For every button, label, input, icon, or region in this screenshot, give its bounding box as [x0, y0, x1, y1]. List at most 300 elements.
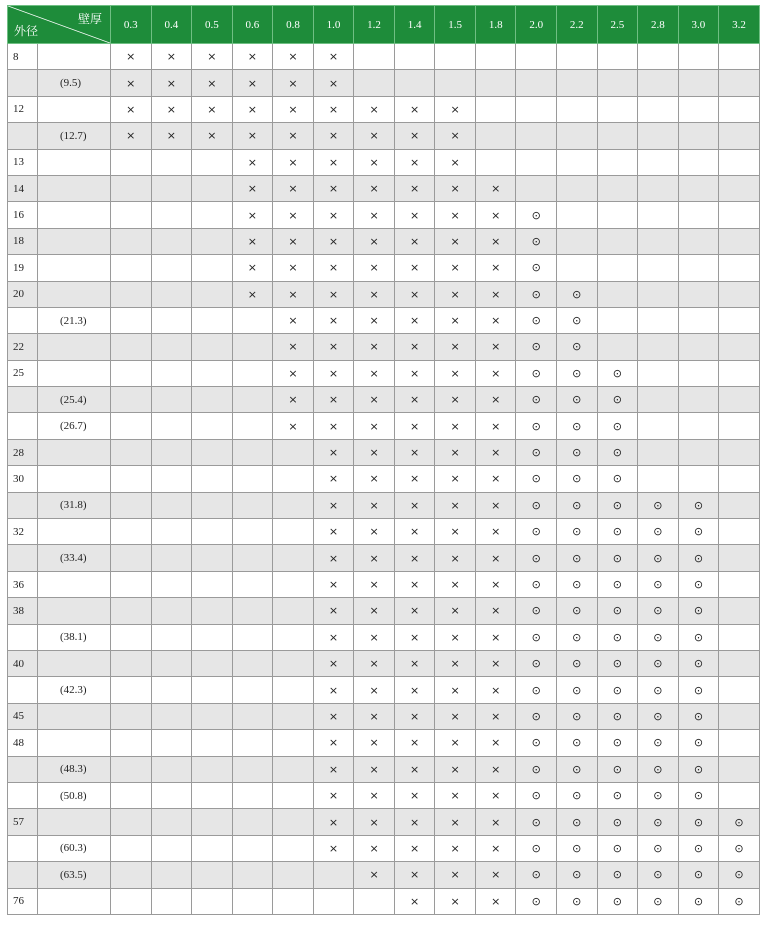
outer-diameter-cell: 40	[8, 650, 38, 676]
empty-cell	[597, 228, 638, 254]
outer-diameter-cell	[8, 782, 38, 808]
available-x-mark: ×	[273, 96, 314, 122]
empty-cell	[678, 334, 719, 360]
available-x-mark: ×	[475, 624, 516, 650]
available-x-mark: ×	[354, 782, 395, 808]
thickness-header: 0.8	[273, 6, 314, 44]
outer-diameter-cell: 76	[8, 888, 38, 914]
available-x-mark: ×	[354, 228, 395, 254]
available-circle-mark: ⊙	[516, 413, 557, 439]
empty-cell	[638, 466, 679, 492]
table-row	[8, 439, 760, 465]
empty-cell	[719, 70, 760, 96]
available-circle-mark: ⊙	[557, 677, 598, 703]
available-circle-mark: ⊙	[516, 307, 557, 333]
empty-cell	[516, 123, 557, 149]
available-x-mark: ×	[394, 413, 435, 439]
empty-cell	[719, 281, 760, 307]
available-x-mark: ×	[435, 96, 476, 122]
empty-cell	[273, 439, 314, 465]
thickness-header: 3.2	[719, 6, 760, 44]
empty-cell	[516, 70, 557, 96]
empty-cell	[232, 466, 273, 492]
available-x-mark: ×	[192, 70, 233, 96]
available-x-mark: ×	[313, 677, 354, 703]
empty-cell	[719, 413, 760, 439]
alternate-diameter-cell: (12.7)	[38, 123, 111, 149]
empty-cell	[151, 228, 192, 254]
empty-cell	[273, 809, 314, 835]
outer-diameter-cell: 45	[8, 703, 38, 729]
empty-cell	[273, 888, 314, 914]
available-x-mark: ×	[435, 492, 476, 518]
empty-cell	[719, 703, 760, 729]
thickness-header: 2.2	[557, 6, 598, 44]
available-circle-mark: ⊙	[678, 598, 719, 624]
available-x-mark: ×	[313, 96, 354, 122]
available-x-mark: ×	[435, 571, 476, 597]
available-circle-mark: ⊙	[557, 835, 598, 861]
available-x-mark: ×	[435, 307, 476, 333]
available-circle-mark: ⊙	[557, 492, 598, 518]
table-row	[8, 334, 760, 360]
available-circle-mark: ⊙	[638, 571, 679, 597]
empty-cell	[192, 255, 233, 281]
available-x-mark: ×	[475, 175, 516, 201]
empty-cell	[273, 466, 314, 492]
available-circle-mark: ⊙	[516, 492, 557, 518]
available-x-mark: ×	[394, 703, 435, 729]
available-x-mark: ×	[394, 360, 435, 386]
available-circle-mark: ⊙	[557, 624, 598, 650]
empty-cell	[638, 96, 679, 122]
available-circle-mark: ⊙	[516, 439, 557, 465]
empty-cell	[111, 466, 152, 492]
available-x-mark: ×	[313, 387, 354, 413]
thickness-header: 2.5	[597, 6, 638, 44]
available-x-mark: ×	[354, 123, 395, 149]
available-x-mark: ×	[435, 466, 476, 492]
available-x-mark: ×	[192, 44, 233, 70]
alternate-diameter-cell: (42.3)	[38, 677, 111, 703]
outer-diameter-label: 外径	[14, 24, 39, 38]
thickness-header: 1.2	[354, 6, 395, 44]
available-x-mark: ×	[232, 175, 273, 201]
available-circle-mark: ⊙	[678, 624, 719, 650]
header-row	[8, 6, 760, 44]
outer-diameter-cell	[8, 387, 38, 413]
outer-diameter-cell: 16	[8, 202, 38, 228]
empty-cell	[516, 149, 557, 175]
empty-cell	[111, 545, 152, 571]
outer-diameter-cell	[8, 756, 38, 782]
empty-cell	[192, 175, 233, 201]
alternate-diameter-cell	[38, 334, 111, 360]
available-x-mark: ×	[475, 228, 516, 254]
empty-cell	[151, 782, 192, 808]
empty-cell	[151, 545, 192, 571]
available-x-mark: ×	[354, 703, 395, 729]
alternate-diameter-cell	[38, 730, 111, 756]
empty-cell	[111, 624, 152, 650]
available-circle-mark: ⊙	[516, 809, 557, 835]
empty-cell	[151, 175, 192, 201]
empty-cell	[151, 598, 192, 624]
empty-cell	[111, 809, 152, 835]
available-x-mark: ×	[273, 334, 314, 360]
empty-cell	[313, 888, 354, 914]
available-circle-mark: ⊙	[516, 571, 557, 597]
available-circle-mark: ⊙	[516, 387, 557, 413]
available-x-mark: ×	[475, 202, 516, 228]
available-circle-mark: ⊙	[557, 650, 598, 676]
available-x-mark: ×	[354, 624, 395, 650]
available-x-mark: ×	[232, 123, 273, 149]
available-x-mark: ×	[435, 360, 476, 386]
available-x-mark: ×	[273, 281, 314, 307]
empty-cell	[151, 492, 192, 518]
available-circle-mark: ⊙	[516, 202, 557, 228]
available-x-mark: ×	[354, 545, 395, 571]
available-circle-mark: ⊙	[516, 677, 557, 703]
empty-cell	[111, 175, 152, 201]
empty-cell	[273, 571, 314, 597]
available-circle-mark: ⊙	[557, 439, 598, 465]
empty-cell	[678, 439, 719, 465]
empty-cell	[111, 677, 152, 703]
alternate-diameter-cell	[38, 44, 111, 70]
available-x-mark: ×	[475, 809, 516, 835]
available-circle-mark: ⊙	[557, 334, 598, 360]
available-x-mark: ×	[313, 255, 354, 281]
table-row	[8, 96, 760, 122]
empty-cell	[678, 123, 719, 149]
available-circle-mark: ⊙	[678, 571, 719, 597]
table-row	[8, 123, 760, 149]
available-x-mark: ×	[354, 334, 395, 360]
empty-cell	[192, 809, 233, 835]
empty-cell	[232, 387, 273, 413]
empty-cell	[719, 149, 760, 175]
available-x-mark: ×	[475, 439, 516, 465]
thickness-header: 0.3	[111, 6, 152, 44]
available-circle-mark: ⊙	[638, 835, 679, 861]
available-x-mark: ×	[475, 756, 516, 782]
wall-thickness-label: 壁厚	[77, 12, 102, 26]
available-x-mark: ×	[111, 70, 152, 96]
available-circle-mark: ⊙	[678, 835, 719, 861]
empty-cell	[678, 96, 719, 122]
empty-cell	[719, 730, 760, 756]
available-x-mark: ×	[313, 413, 354, 439]
alternate-diameter-cell	[38, 202, 111, 228]
available-x-mark: ×	[435, 334, 476, 360]
empty-cell	[719, 255, 760, 281]
empty-cell	[678, 202, 719, 228]
alternate-diameter-cell	[38, 703, 111, 729]
outer-diameter-cell	[8, 307, 38, 333]
available-x-mark: ×	[394, 545, 435, 571]
empty-cell	[151, 835, 192, 861]
available-x-mark: ×	[354, 387, 395, 413]
available-x-mark: ×	[394, 492, 435, 518]
empty-cell	[151, 519, 192, 545]
outer-diameter-cell: 38	[8, 598, 38, 624]
thickness-header: 3.0	[678, 6, 719, 44]
available-x-mark: ×	[111, 96, 152, 122]
alternate-diameter-cell: (50.8)	[38, 782, 111, 808]
available-circle-mark: ⊙	[557, 862, 598, 888]
available-x-mark: ×	[232, 70, 273, 96]
empty-cell	[111, 650, 152, 676]
available-circle-mark: ⊙	[516, 730, 557, 756]
available-x-mark: ×	[475, 307, 516, 333]
empty-cell	[232, 730, 273, 756]
empty-cell	[151, 888, 192, 914]
available-x-mark: ×	[435, 149, 476, 175]
empty-cell	[597, 202, 638, 228]
available-x-mark: ×	[273, 149, 314, 175]
empty-cell	[232, 888, 273, 914]
empty-cell	[475, 70, 516, 96]
available-x-mark: ×	[394, 730, 435, 756]
available-circle-mark: ⊙	[516, 360, 557, 386]
empty-cell	[354, 70, 395, 96]
alternate-diameter-cell	[38, 466, 111, 492]
empty-cell	[719, 44, 760, 70]
empty-cell	[597, 149, 638, 175]
empty-cell	[475, 123, 516, 149]
available-x-mark: ×	[435, 545, 476, 571]
available-x-mark: ×	[475, 835, 516, 861]
empty-cell	[111, 571, 152, 597]
empty-cell	[557, 228, 598, 254]
available-x-mark: ×	[394, 677, 435, 703]
empty-cell	[232, 624, 273, 650]
outer-diameter-cell: 48	[8, 730, 38, 756]
available-x-mark: ×	[394, 149, 435, 175]
alternate-diameter-cell: (60.3)	[38, 835, 111, 861]
table-row	[8, 492, 760, 518]
available-x-mark: ×	[354, 202, 395, 228]
outer-diameter-cell: 13	[8, 149, 38, 175]
available-x-mark: ×	[232, 44, 273, 70]
available-circle-mark: ⊙	[516, 281, 557, 307]
available-x-mark: ×	[354, 519, 395, 545]
alternate-diameter-cell: (38.1)	[38, 624, 111, 650]
outer-diameter-cell	[8, 123, 38, 149]
available-x-mark: ×	[313, 782, 354, 808]
empty-cell	[232, 809, 273, 835]
alternate-diameter-cell	[38, 650, 111, 676]
empty-cell	[232, 703, 273, 729]
empty-cell	[232, 519, 273, 545]
alternate-diameter-cell	[38, 809, 111, 835]
empty-cell	[111, 281, 152, 307]
available-circle-mark: ⊙	[557, 360, 598, 386]
available-x-mark: ×	[354, 677, 395, 703]
available-x-mark: ×	[313, 703, 354, 729]
available-x-mark: ×	[354, 360, 395, 386]
empty-cell	[151, 677, 192, 703]
outer-diameter-cell: 20	[8, 281, 38, 307]
empty-cell	[111, 703, 152, 729]
available-x-mark: ×	[313, 334, 354, 360]
outer-diameter-cell: 57	[8, 809, 38, 835]
empty-cell	[232, 835, 273, 861]
available-x-mark: ×	[475, 255, 516, 281]
empty-cell	[273, 598, 314, 624]
empty-cell	[111, 888, 152, 914]
empty-cell	[638, 228, 679, 254]
available-x-mark: ×	[313, 624, 354, 650]
alternate-diameter-cell: (21.3)	[38, 307, 111, 333]
tube-size-table	[7, 5, 760, 915]
empty-cell	[151, 730, 192, 756]
available-circle-mark: ⊙	[678, 677, 719, 703]
empty-cell	[192, 888, 233, 914]
empty-cell	[273, 519, 314, 545]
empty-cell	[273, 835, 314, 861]
thickness-header: 2.0	[516, 6, 557, 44]
empty-cell	[719, 123, 760, 149]
empty-cell	[638, 202, 679, 228]
empty-cell	[232, 650, 273, 676]
available-x-mark: ×	[394, 888, 435, 914]
available-circle-mark: ⊙	[516, 650, 557, 676]
table-row	[8, 703, 760, 729]
empty-cell	[719, 466, 760, 492]
empty-cell	[192, 228, 233, 254]
empty-cell	[597, 281, 638, 307]
table-row	[8, 809, 760, 835]
available-circle-mark: ⊙	[516, 228, 557, 254]
available-x-mark: ×	[435, 519, 476, 545]
available-x-mark: ×	[394, 650, 435, 676]
table-row	[8, 44, 760, 70]
empty-cell	[192, 519, 233, 545]
available-circle-mark: ⊙	[557, 466, 598, 492]
alternate-diameter-cell	[38, 175, 111, 201]
table-row	[8, 149, 760, 175]
empty-cell	[151, 439, 192, 465]
available-x-mark: ×	[354, 809, 395, 835]
empty-cell	[111, 730, 152, 756]
available-x-mark: ×	[354, 835, 395, 861]
empty-cell	[111, 307, 152, 333]
available-x-mark: ×	[313, 730, 354, 756]
available-circle-mark: ⊙	[597, 888, 638, 914]
available-circle-mark: ⊙	[719, 862, 760, 888]
available-circle-mark: ⊙	[638, 782, 679, 808]
available-circle-mark: ⊙	[638, 492, 679, 518]
empty-cell	[557, 175, 598, 201]
empty-cell	[151, 862, 192, 888]
empty-cell	[719, 782, 760, 808]
empty-cell	[597, 255, 638, 281]
available-x-mark: ×	[475, 862, 516, 888]
empty-cell	[192, 307, 233, 333]
available-x-mark: ×	[313, 439, 354, 465]
outer-diameter-cell	[8, 677, 38, 703]
empty-cell	[192, 835, 233, 861]
available-x-mark: ×	[394, 307, 435, 333]
available-x-mark: ×	[394, 439, 435, 465]
available-circle-mark: ⊙	[597, 730, 638, 756]
table-row	[8, 281, 760, 307]
empty-cell	[151, 202, 192, 228]
available-x-mark: ×	[151, 123, 192, 149]
available-circle-mark: ⊙	[597, 782, 638, 808]
empty-cell	[719, 624, 760, 650]
outer-diameter-cell: 25	[8, 360, 38, 386]
table-row	[8, 862, 760, 888]
empty-cell	[192, 782, 233, 808]
available-circle-mark: ⊙	[597, 571, 638, 597]
available-x-mark: ×	[435, 413, 476, 439]
available-circle-mark: ⊙	[638, 703, 679, 729]
available-x-mark: ×	[313, 492, 354, 518]
outer-diameter-cell: 12	[8, 96, 38, 122]
empty-cell	[719, 175, 760, 201]
thickness-header: 1.0	[313, 6, 354, 44]
table-row	[8, 677, 760, 703]
available-x-mark: ×	[475, 492, 516, 518]
available-circle-mark: ⊙	[638, 888, 679, 914]
table-row	[8, 782, 760, 808]
empty-cell	[151, 387, 192, 413]
corner-header	[8, 6, 111, 44]
empty-cell	[192, 545, 233, 571]
alternate-diameter-cell: (26.7)	[38, 413, 111, 439]
empty-cell	[719, 545, 760, 571]
available-x-mark: ×	[475, 466, 516, 492]
empty-cell	[192, 334, 233, 360]
available-x-mark: ×	[232, 255, 273, 281]
available-x-mark: ×	[313, 307, 354, 333]
available-x-mark: ×	[313, 149, 354, 175]
table-row	[8, 835, 760, 861]
alternate-diameter-cell	[38, 228, 111, 254]
empty-cell	[232, 756, 273, 782]
available-x-mark: ×	[192, 123, 233, 149]
empty-cell	[638, 439, 679, 465]
empty-cell	[678, 307, 719, 333]
empty-cell	[597, 175, 638, 201]
available-circle-mark: ⊙	[678, 888, 719, 914]
table-row	[8, 202, 760, 228]
available-x-mark: ×	[354, 650, 395, 676]
available-circle-mark: ⊙	[557, 571, 598, 597]
available-x-mark: ×	[435, 677, 476, 703]
empty-cell	[232, 307, 273, 333]
available-circle-mark: ⊙	[678, 756, 719, 782]
available-x-mark: ×	[435, 782, 476, 808]
available-circle-mark: ⊙	[557, 888, 598, 914]
available-x-mark: ×	[435, 756, 476, 782]
alternate-diameter-cell: (25.4)	[38, 387, 111, 413]
available-x-mark: ×	[435, 835, 476, 861]
available-x-mark: ×	[313, 571, 354, 597]
available-x-mark: ×	[475, 387, 516, 413]
table-row	[8, 888, 760, 914]
outer-diameter-cell: 28	[8, 439, 38, 465]
available-x-mark: ×	[394, 387, 435, 413]
available-x-mark: ×	[273, 413, 314, 439]
available-x-mark: ×	[394, 281, 435, 307]
available-circle-mark: ⊙	[557, 598, 598, 624]
table-row	[8, 598, 760, 624]
